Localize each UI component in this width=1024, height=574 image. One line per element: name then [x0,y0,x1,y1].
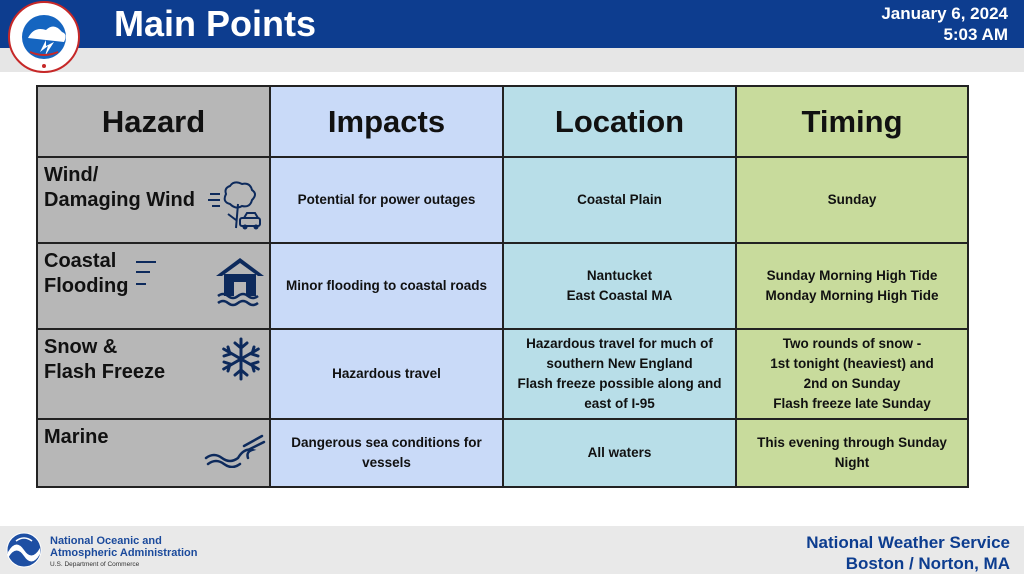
flooded-house-icon [214,256,266,308]
office-line: National Weather Service [806,533,1010,552]
wave-wind-icon [204,434,266,468]
noaa-name [50,535,198,559]
timing-text: Night [834,455,870,470]
timing-cell [736,243,968,329]
location-text: southern New England [546,356,693,371]
impacts-text: Dangerous sea conditions for [291,435,482,450]
location-text: Coastal Plain [577,192,662,207]
hazard-label [44,425,214,450]
location-text: Nantucket [586,268,653,283]
department-label: U.S. Department of Commerce [50,561,140,568]
table-header-row [37,86,968,157]
noaa-name-line: National Oceanic and [50,535,162,547]
hazard-cell [37,243,270,329]
table-row [37,419,968,487]
location-text: East Coastal MA [566,288,673,303]
timing-text: 1st tonight (heaviest) and [770,356,934,371]
issue-time: 5:03 AM [943,25,1008,44]
hazard-label-line: Marine [44,426,109,448]
hazard-label [44,335,214,385]
header-location: Location [503,86,736,157]
hazard-label-line: Coastal [44,250,117,272]
hazard-label [44,249,214,299]
location-text: Hazardous travel for much of [526,336,713,351]
header-timing: Timing [736,86,968,157]
location-text: All waters [587,445,652,460]
timing-text: Sunday [827,192,877,207]
hazard-cell [37,157,270,243]
location-cell [503,329,736,419]
header-impacts: Impacts [270,86,503,157]
timing-text: This evening through Sunday [757,435,947,450]
location-text: Flash freeze possible along and [517,376,722,391]
table-row [37,243,968,329]
issue-date: January 6, 2024 [881,4,1008,23]
noaa-logo-icon [6,532,42,568]
hazard-label-line: Damaging Wind [44,189,195,211]
office-line: Boston / Norton, MA [845,554,1010,573]
impacts-cell [270,157,503,243]
hazard-label-line: Flooding [44,275,129,297]
timing-text: Flash freeze late Sunday [773,396,931,411]
impacts-cell [270,419,503,487]
timing-cell [736,419,968,487]
office-name [806,532,1010,574]
header-strip [0,48,1024,72]
impacts-text: Hazardous travel [332,366,441,381]
location-text: east of I-95 [584,396,655,411]
nws-logo-icon [2,0,86,74]
timing-text: Monday Morning High Tide [765,288,939,303]
hazard-table [36,85,969,488]
wind-tree-car-icon [208,180,264,234]
snowflake-icon [218,336,264,382]
page-title: Main Points [114,3,317,44]
timing-cell [736,157,968,243]
header-hazard: Hazard [37,86,270,157]
issue-datetime [881,3,1008,45]
hazard-label-line: Wind/ [44,164,99,186]
location-cell [503,419,736,487]
timing-cell [736,329,968,419]
hazard-label [44,163,214,213]
hazard-label-line: Snow & [44,336,118,358]
impacts-text: Minor flooding to coastal roads [285,278,487,293]
location-cell [503,157,736,243]
impacts-cell [270,243,503,329]
hazard-label-line: Flash Freeze [44,361,166,383]
table-row [37,329,968,419]
wind-lines-icon [134,258,158,290]
hazard-cell [37,329,270,419]
timing-text: 2nd on Sunday [803,376,901,391]
table-row [37,157,968,243]
impacts-cell [270,329,503,419]
timing-text: Two rounds of snow - [782,336,922,351]
impacts-text: Potential for power outages [297,192,476,207]
hazard-cell [37,419,270,487]
location-cell [503,243,736,329]
impacts-text: vessels [362,455,411,470]
timing-text: Sunday Morning High Tide [766,268,938,283]
noaa-name-line: Atmospheric Administration [50,547,198,559]
